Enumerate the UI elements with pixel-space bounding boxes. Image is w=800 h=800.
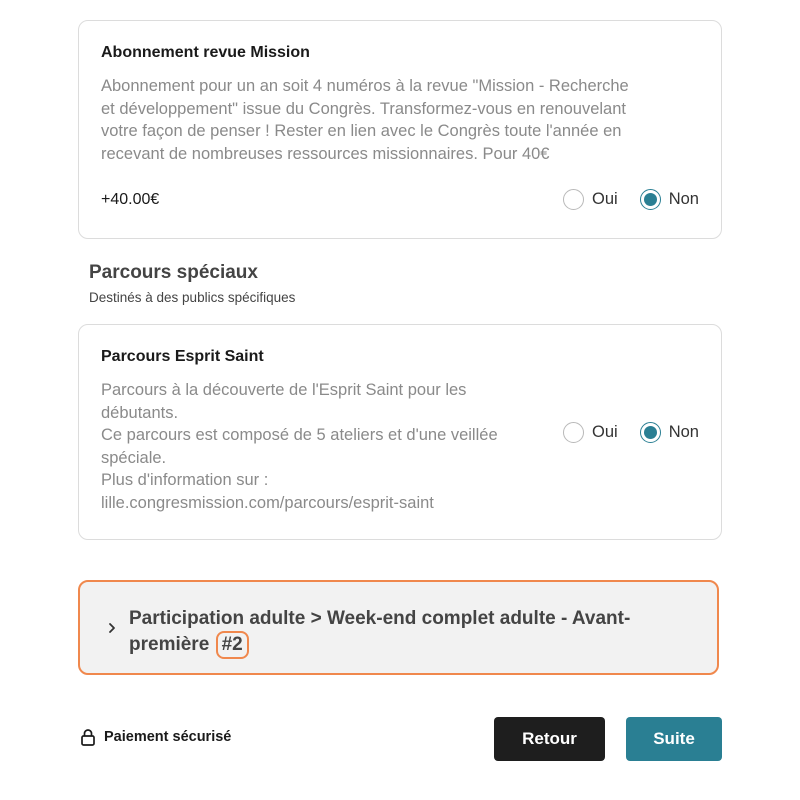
special-section-title: Parcours spéciaux	[89, 262, 258, 283]
radio-yes[interactable]	[563, 189, 584, 210]
lock-icon	[80, 728, 96, 746]
esprit-description	[101, 379, 551, 514]
magazine-option-yes[interactable]	[563, 189, 618, 210]
magazine-price: +40.00€	[101, 191, 160, 208]
radio-yes-label: Oui	[592, 190, 618, 208]
accordion-title-text: Participation adulte > Week-end complet adulte - Avant-première	[129, 608, 631, 655]
esprit-option-no[interactable]	[640, 422, 699, 443]
magazine-desc-line: Abonnement pour un an soit 4 numéros à la revue "Mission - Recherche	[101, 77, 629, 95]
radio-yes-label: Oui	[592, 423, 618, 441]
accordion-title	[129, 606, 689, 659]
radio-no-label: Non	[668, 190, 699, 208]
participant-number: #2	[216, 631, 249, 659]
esprit-option-yes[interactable]	[563, 422, 618, 443]
esprit-title: Parcours Esprit Saint	[101, 348, 264, 365]
magazine-desc-line: et développement" issue du Congrès. Transformez-vous en renouvelant	[101, 99, 626, 118]
magazine-desc-line: votre façon de penser ! Rester en lien avec le Congrès toute l'année en	[101, 122, 622, 140]
esprit-desc-line: débutants.	[101, 403, 179, 422]
esprit-card	[78, 324, 722, 540]
chevron-right-icon	[106, 622, 118, 634]
radio-no[interactable]	[640, 189, 661, 210]
next-button[interactable]: Suite	[626, 717, 722, 761]
participant-accordion[interactable]	[78, 580, 719, 675]
magazine-option-no[interactable]	[640, 189, 699, 210]
secure-payment-label: Paiement sécurisé	[104, 729, 232, 745]
esprit-desc-line: Parcours à la découverte de l'Esprit Saint pour les	[101, 381, 467, 399]
esprit-desc-line: Plus d'information sur :	[101, 471, 269, 489]
radio-no[interactable]	[640, 422, 661, 443]
magazine-description	[101, 75, 701, 165]
magazine-desc-line: recevant de nombreuses ressources missionnaires. Pour 40€	[101, 144, 550, 163]
radio-yes[interactable]	[563, 422, 584, 443]
esprit-desc-line: Ce parcours est composé de 5 ateliers et d'une veillée	[101, 426, 498, 444]
secure-payment	[80, 728, 231, 746]
special-section-subtitle: Destinés à des publics spécifiques	[89, 290, 296, 305]
radio-no-label: Non	[668, 423, 699, 441]
esprit-choice	[563, 422, 699, 443]
esprit-desc-line: lille.congresmission.com/parcours/esprit-saint	[101, 493, 434, 512]
magazine-choice	[563, 189, 699, 210]
magazine-title: Abonnement revue Mission	[101, 44, 310, 61]
back-button[interactable]: Retour	[494, 717, 605, 761]
esprit-desc-line: spéciale.	[101, 448, 167, 467]
magazine-card	[78, 20, 722, 239]
